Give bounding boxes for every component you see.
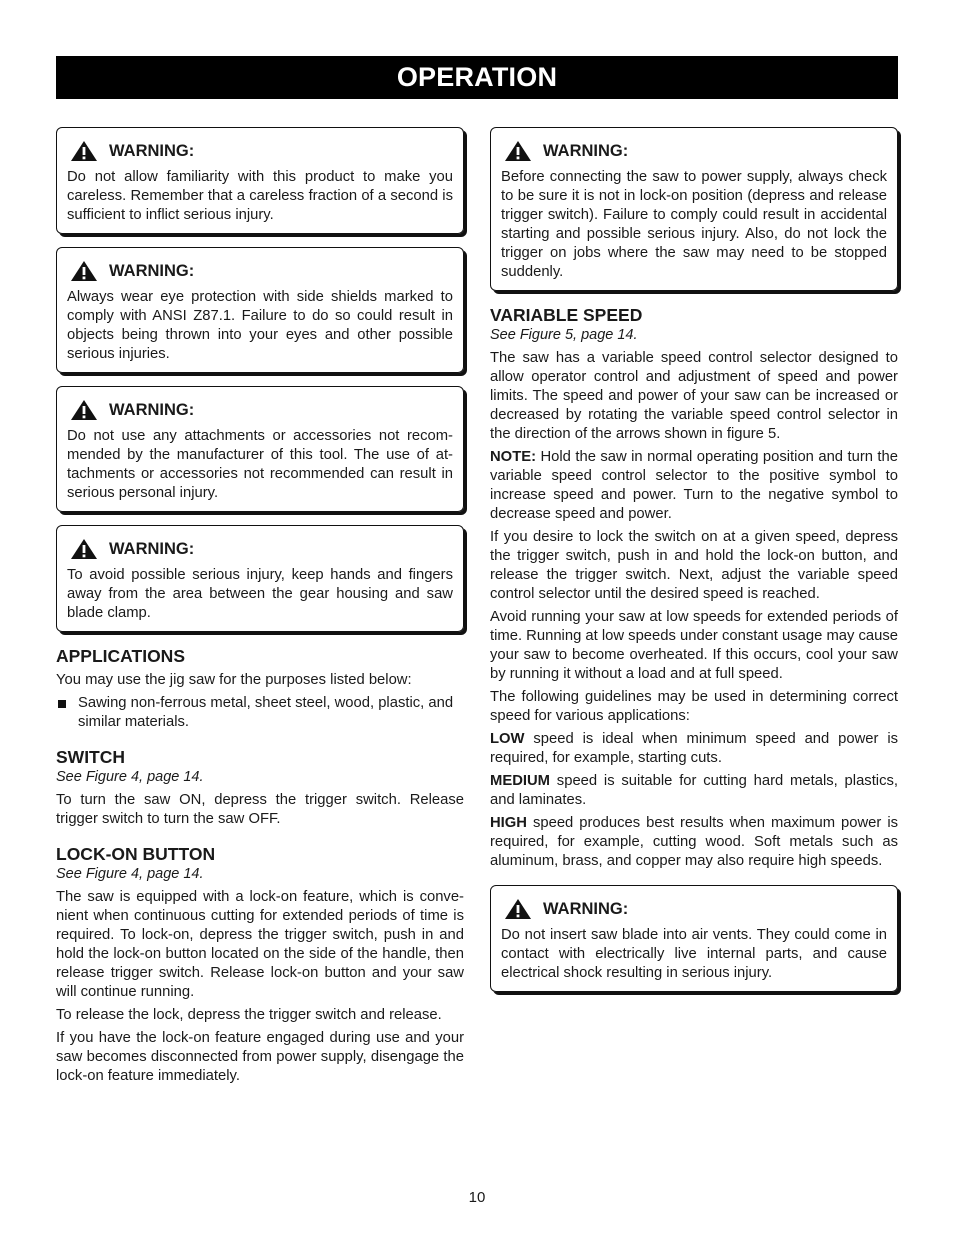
paragraph: To turn the saw ON, depress the trigger switch. Release trigger switch to turn the saw OFF. [56, 792, 464, 827]
right-column [490, 127, 898, 1005]
applications-heading: APPLICATIONS [56, 646, 185, 666]
figure-reference: See Figure 4, page 14. [56, 769, 204, 785]
figure-reference: See Figure 4, page 14. [56, 866, 204, 882]
page-title: OPERATION [56, 56, 898, 99]
figure-reference: See Figure 5, page 14. [490, 327, 638, 343]
low-label: LOW [490, 731, 525, 747]
high-text: speed produces best results when maximum power is required, for example, cutting wood. Soft metals such as aluminum, brass, and copper may also require high speeds. [490, 815, 898, 869]
warning-text: To avoid possible serious injury, keep hands and fingers away from the area between the gear housing and saw blade clamp. [67, 567, 453, 621]
warning-triangle-icon [70, 399, 98, 421]
warning-title: WARNING: [543, 141, 629, 160]
paragraph: If you desire to lock the switch on at a given speed, depress the trigger switch, push in and hold the lock-on button, and release the trigger switch. Next, adjust the variable speed control selector until the desired speed is reached. [490, 529, 898, 602]
warning-title: WARNING: [109, 261, 195, 280]
medium-speed-paragraph [490, 772, 898, 810]
paragraph: The saw has a variable speed control selector designed to allow operator control and adjustment of speed and power limits. The speed and power of your saw can be increased or decreased by rotating the variable speed control selector in the direction of the arrows shown in figure 5. [490, 350, 898, 442]
paragraph: To release the lock, depress the trigger switch and release. [56, 1007, 442, 1023]
high-speed-paragraph [490, 814, 898, 871]
switch-heading: SWITCH [56, 747, 126, 767]
warning-triangle-icon [70, 140, 98, 162]
warning-box [56, 525, 464, 632]
paragraph: The following guidelines may be used in determining correct speed for various applications: [490, 689, 898, 724]
warning-triangle-icon [504, 140, 532, 162]
warning-box [490, 127, 898, 291]
low-speed-paragraph [490, 730, 898, 768]
note-paragraph [490, 448, 898, 524]
list-item [56, 694, 464, 732]
warning-text: Before connecting the saw to power supply, always check to be sure it is not in lock-on position (depress and release trigger switch). Failure to comply could result in accidental starting and possible serious injury. Also, do not lock the trigger on jobs where the saw may need to be stopped suddenly. [501, 169, 887, 280]
variable-speed-section [490, 304, 898, 871]
note-text: Hold the saw in normal operating position and turn the variable speed control selector to the positive symbol to increase speed and power. Turn to the negative symbol to decrease speed and power. [490, 449, 898, 522]
applications-intro: You may use the jig saw for the purposes listed below: [56, 672, 412, 688]
warning-triangle-icon [504, 898, 532, 920]
paragraph: If you have the lock-on feature engaged during use and your saw becomes disconnected from power supply, disengage the lock-on feature immediately. [56, 1030, 464, 1084]
medium-label: MEDIUM [490, 773, 551, 789]
switch-section [56, 746, 464, 829]
warning-triangle-icon [70, 260, 98, 282]
warning-text: Do not use any attachments or accessories not recom-mended by the manufacturer of this tool. The use of at-tachments or accessories not recommended can result in serious personal injury. [67, 428, 453, 501]
paragraph: Avoid running your saw at low speeds for extended periods of time. Running at low speeds under constant usage may cause your saw to become overheated. If this occurs, cool your saw by running it without a load and at full speed. [490, 609, 898, 682]
warning-triangle-icon [70, 538, 98, 560]
warning-box [56, 386, 464, 512]
warning-box [490, 885, 898, 992]
page-number: 10 [468, 1189, 486, 1206]
list-item-text: Sawing non-ferrous metal, sheet steel, wood, plastic, and similar materials. [78, 695, 454, 730]
warning-title: WARNING: [543, 899, 629, 918]
applications-section [56, 645, 464, 732]
variable-speed-heading: VARIABLE SPEED [490, 305, 643, 325]
warning-box [56, 247, 464, 373]
medium-text: speed is suitable for cutting hard metals, plastics, and laminates. [490, 773, 898, 808]
lock-on-heading: LOCK-ON BUTTON [56, 844, 216, 864]
warning-title: WARNING: [109, 539, 195, 558]
low-text: speed is ideal when minimum speed and power is required, for example, starting cuts. [490, 731, 898, 766]
note-label: NOTE: [490, 449, 537, 465]
lock-on-section [56, 843, 464, 1086]
warning-title: WARNING: [109, 141, 195, 160]
warning-text: Do not insert saw blade into air vents. They could come in contact with electrically live internal parts, and cause electrical shock resulting in serious injury. [501, 927, 887, 981]
left-column [56, 127, 464, 1090]
warning-box [56, 127, 464, 234]
paragraph: The saw is equipped with a lock-on feature, which is conve-nient when continuous cutting for extended periods of time is required. To lock-on, depress the trigger switch, push in and hold the lock-on button located on the side of the handle, then release trigger switch. Release lock-on button and your saw will continue running. [56, 889, 464, 1000]
high-label: HIGH [490, 815, 527, 831]
warning-text: Always wear eye protection with side shields marked to comply with ANSI Z87.1. Failure to do so could result in objects being thrown into your eyes and other possible serious injuries. [67, 289, 453, 362]
warning-title: WARNING: [109, 400, 195, 419]
warning-text: Do not allow familiarity with this product to make you careless. Remember that a careless fraction of a second is sufficient to inflict serious injury. [67, 169, 453, 223]
bullet-square-icon [58, 700, 66, 708]
